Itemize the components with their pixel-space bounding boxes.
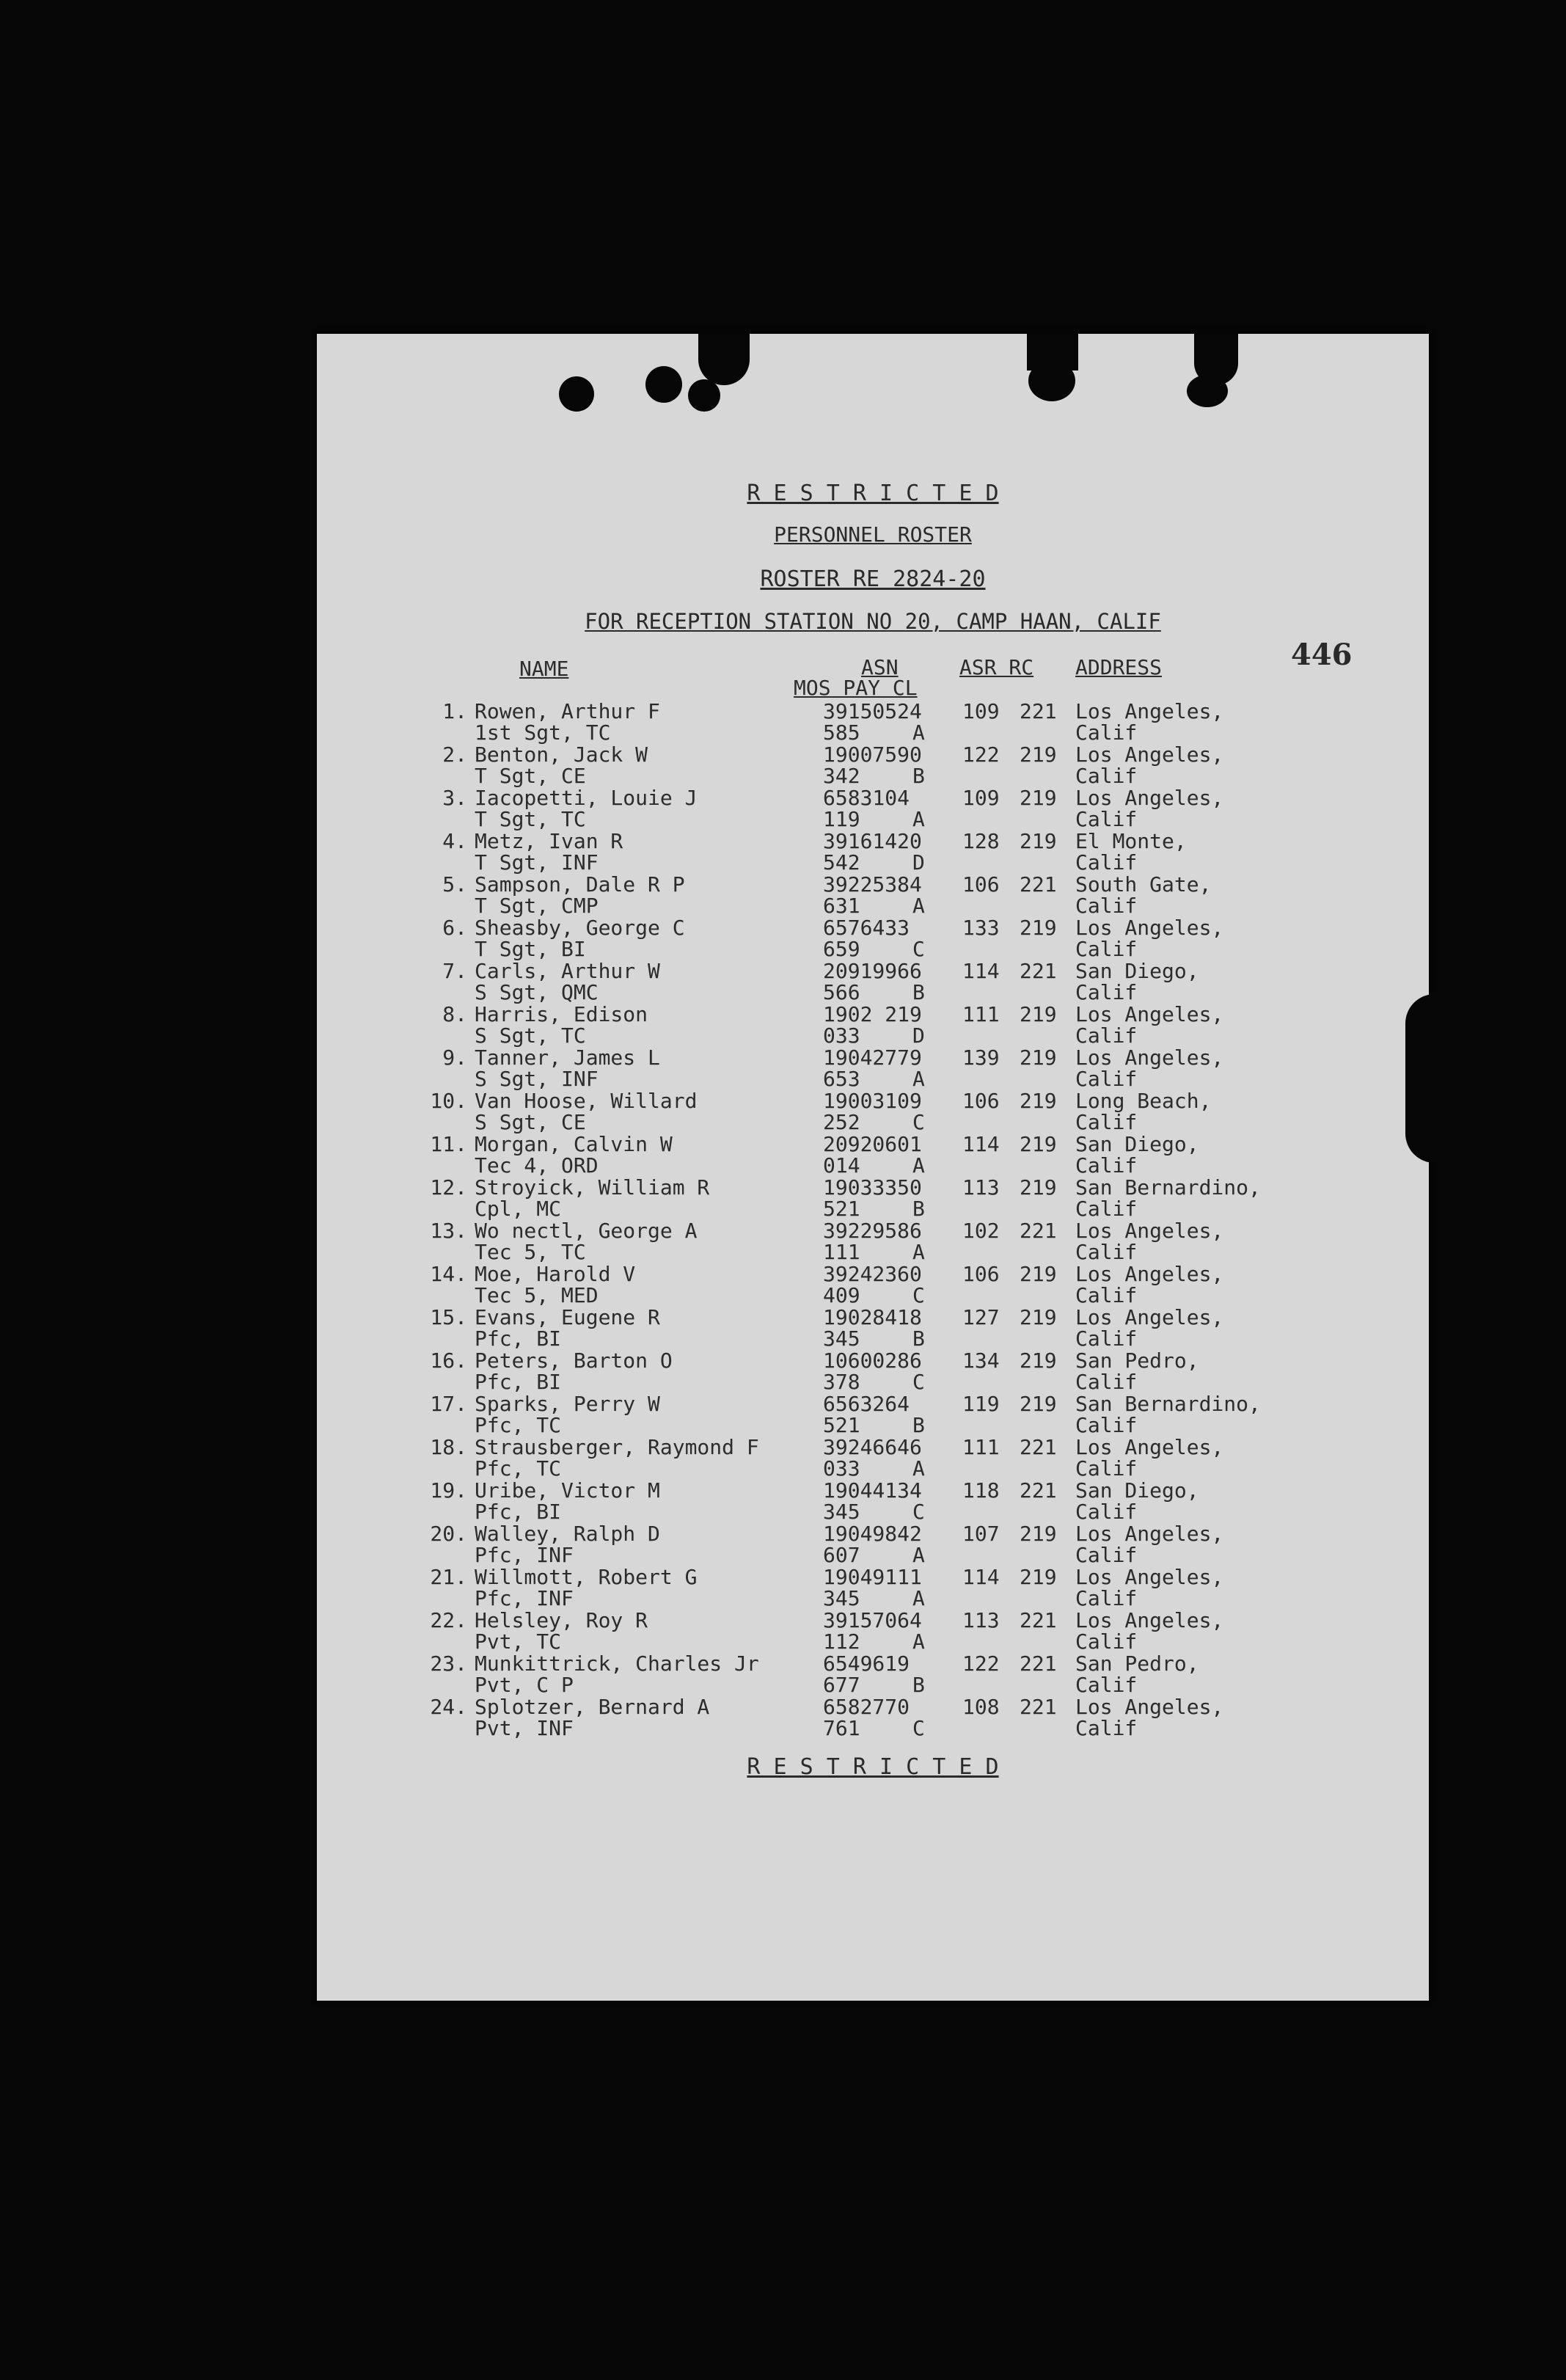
entry-pay-class: A xyxy=(912,1586,925,1610)
entry-grade: Pfc, BI xyxy=(475,1500,562,1524)
entry-rc: 221 xyxy=(1020,959,1057,983)
entry-number: 10. xyxy=(430,1089,467,1113)
torn-edge xyxy=(1194,334,1238,385)
entry-mos: 409 xyxy=(823,1283,860,1307)
entry-number: 22. xyxy=(430,1608,467,1632)
entry-address: Los Angeles, xyxy=(1075,1435,1224,1459)
entry-name: Peters, Barton O xyxy=(475,1348,673,1373)
entry-asr: 128 xyxy=(962,829,1000,853)
entry-rc: 219 xyxy=(1020,1132,1057,1156)
classification-top: R E S T R I C T E D xyxy=(747,481,999,506)
entry-name: Munkittrick, Charles Jr xyxy=(475,1651,759,1676)
entry-address: San Diego, xyxy=(1075,959,1199,983)
entry-asr: 114 xyxy=(962,959,1000,983)
entry-asn: 39229586 xyxy=(823,1219,922,1243)
entry-name: Splotzer, Bernard A xyxy=(475,1695,710,1719)
entry-number: 9. xyxy=(442,1045,467,1070)
entry-pay-class: B xyxy=(912,980,925,1004)
entry-asr: 102 xyxy=(962,1219,1000,1243)
entry-name: Tanner, James L xyxy=(475,1045,660,1070)
punch-hole xyxy=(559,376,594,412)
entry-asn: 39161420 xyxy=(823,829,922,853)
entry-mos: 585 xyxy=(823,720,860,745)
entry-grade: T Sgt, CE xyxy=(475,764,586,788)
entry-number: 18. xyxy=(430,1435,467,1459)
entry-rc: 219 xyxy=(1020,1305,1057,1329)
entry-address-state: Calif xyxy=(1075,1153,1138,1178)
entry-rc: 219 xyxy=(1020,1262,1057,1286)
entry-number: 19. xyxy=(430,1478,467,1503)
entry-mos: 542 xyxy=(823,850,860,875)
document-title: PERSONNEL ROSTER xyxy=(774,522,972,547)
entry-mos: 521 xyxy=(823,1413,860,1437)
entry-number: 5. xyxy=(442,872,467,897)
entry-mos: 631 xyxy=(823,894,860,918)
entry-name: Sparks, Perry W xyxy=(475,1392,660,1416)
entry-asr: 133 xyxy=(962,916,1000,940)
entry-grade: Pfc, TC xyxy=(475,1456,562,1481)
entry-asn: 10600286 xyxy=(823,1348,922,1373)
entry-grade: Pfc, TC xyxy=(475,1413,562,1437)
entry-mos: 761 xyxy=(823,1716,860,1740)
entry-address-state: Calif xyxy=(1075,1673,1138,1697)
entry-grade: Pvt, C P xyxy=(475,1673,574,1697)
entry-address-state: Calif xyxy=(1075,1716,1138,1740)
entry-address: San Diego, xyxy=(1075,1132,1199,1156)
entry-address: Los Angeles, xyxy=(1075,1522,1224,1546)
entry-pay-class: D xyxy=(912,850,925,875)
entry-asr: 108 xyxy=(962,1695,1000,1719)
entry-number: 21. xyxy=(430,1565,467,1589)
entry-asn: 6576433 xyxy=(823,916,910,940)
entry-pay-class: A xyxy=(912,1067,925,1091)
entry-address: Long Beach, xyxy=(1075,1089,1212,1113)
entry-grade: Tec 5, MED xyxy=(475,1283,599,1307)
entry-number: 15. xyxy=(430,1305,467,1329)
entry-rc: 219 xyxy=(1020,1175,1057,1200)
entry-name: Helsley, Roy R xyxy=(475,1608,648,1632)
entry-pay-class: A xyxy=(912,1240,925,1264)
entry-address-state: Calif xyxy=(1075,894,1138,918)
entry-grade: Pvt, TC xyxy=(475,1629,562,1654)
entry-number: 20. xyxy=(430,1522,467,1546)
entry-name: Benton, Jack W xyxy=(475,742,648,767)
page-number: 446 xyxy=(1291,638,1353,672)
entry-pay-class: C xyxy=(912,1500,925,1524)
entry-asr: 109 xyxy=(962,699,1000,723)
entry-rc: 219 xyxy=(1020,916,1057,940)
entry-pay-class: A xyxy=(912,807,925,831)
entry-asn: 20919966 xyxy=(823,959,922,983)
punch-hole xyxy=(688,379,720,412)
entry-address: Los Angeles, xyxy=(1075,699,1224,723)
entry-mos: 345 xyxy=(823,1500,860,1524)
entry-grade: S Sgt, INF xyxy=(475,1067,599,1091)
entry-mos: 033 xyxy=(823,1023,860,1048)
entry-number: 24. xyxy=(430,1695,467,1719)
entry-address: El Monte, xyxy=(1075,829,1187,853)
entry-grade: 1st Sgt, TC xyxy=(475,720,611,745)
entry-address-state: Calif xyxy=(1075,1543,1138,1567)
entry-asn: 39157064 xyxy=(823,1608,922,1632)
entry-rc: 221 xyxy=(1020,1608,1057,1632)
entry-number: 16. xyxy=(430,1348,467,1373)
entry-address-state: Calif xyxy=(1075,1240,1138,1264)
entry-number: 4. xyxy=(442,829,467,853)
entry-number: 14. xyxy=(430,1262,467,1286)
entry-rc: 219 xyxy=(1020,786,1057,810)
col-header-address: ADDRESS xyxy=(1075,655,1163,679)
entry-address: San Bernardino, xyxy=(1075,1175,1261,1200)
entry-pay-class: B xyxy=(912,1673,925,1697)
roster-page xyxy=(317,334,1429,2001)
entry-mos: 607 xyxy=(823,1543,860,1567)
entry-mos: 119 xyxy=(823,807,860,831)
entry-asn: 39242360 xyxy=(823,1262,922,1286)
entry-asn: 19028418 xyxy=(823,1305,922,1329)
entry-pay-class: B xyxy=(912,764,925,788)
entry-asr: 106 xyxy=(962,1089,1000,1113)
entry-address-state: Calif xyxy=(1075,1500,1138,1524)
entry-name: Uribe, Victor M xyxy=(475,1478,660,1503)
entry-address: Los Angeles, xyxy=(1075,742,1224,767)
entry-number: 8. xyxy=(442,1002,467,1026)
entry-mos: 521 xyxy=(823,1197,860,1221)
entry-rc: 219 xyxy=(1020,742,1057,767)
entry-pay-class: C xyxy=(912,1716,925,1740)
entry-asr: 122 xyxy=(962,742,1000,767)
entry-asn: 19049111 xyxy=(823,1565,922,1589)
entry-rc: 221 xyxy=(1020,1651,1057,1676)
entry-asr: 114 xyxy=(962,1565,1000,1589)
entry-address: Los Angeles, xyxy=(1075,916,1224,940)
entry-asr: 114 xyxy=(962,1132,1000,1156)
classification-bottom: R E S T R I C T E D xyxy=(747,1754,999,1780)
entry-name: Rowen, Arthur F xyxy=(475,699,660,723)
entry-number: 13. xyxy=(430,1219,467,1243)
entry-address-state: Calif xyxy=(1075,980,1138,1004)
entry-rc: 219 xyxy=(1020,1522,1057,1546)
entry-pay-class: A xyxy=(912,720,925,745)
entry-grade: T Sgt, INF xyxy=(475,850,599,875)
entry-grade: Pvt, INF xyxy=(475,1716,574,1740)
entry-address: Los Angeles, xyxy=(1075,1219,1224,1243)
entry-asn: 6563264 xyxy=(823,1392,910,1416)
entry-asn: 39246646 xyxy=(823,1435,922,1459)
entry-rc: 219 xyxy=(1020,1348,1057,1373)
entry-rc: 221 xyxy=(1020,1478,1057,1503)
entry-pay-class: C xyxy=(912,1370,925,1394)
entry-number: 1. xyxy=(442,699,467,723)
entry-address-state: Calif xyxy=(1075,1629,1138,1654)
entry-grade: T Sgt, CMP xyxy=(475,894,599,918)
entry-address-state: Calif xyxy=(1075,1456,1138,1481)
torn-edge xyxy=(1027,334,1078,370)
entry-number: 7. xyxy=(442,959,467,983)
entry-mos: 014 xyxy=(823,1153,860,1178)
entry-address-state: Calif xyxy=(1075,807,1138,831)
entry-grade: S Sgt, QMC xyxy=(475,980,599,1004)
entry-address-state: Calif xyxy=(1075,1326,1138,1351)
entry-address-state: Calif xyxy=(1075,850,1138,875)
entry-asn: 19003109 xyxy=(823,1089,922,1113)
entry-asr: 113 xyxy=(962,1608,1000,1632)
entry-rc: 221 xyxy=(1020,1695,1057,1719)
entry-address-state: Calif xyxy=(1075,1197,1138,1221)
entry-address-state: Calif xyxy=(1075,1110,1138,1134)
entry-asr: 118 xyxy=(962,1478,1000,1503)
entry-asr: 134 xyxy=(962,1348,1000,1373)
entry-rc: 219 xyxy=(1020,1392,1057,1416)
entry-address-state: Calif xyxy=(1075,764,1138,788)
entry-asr: 107 xyxy=(962,1522,1000,1546)
entry-asn: 19007590 xyxy=(823,742,922,767)
entry-number: 23. xyxy=(430,1651,467,1676)
entry-grade: T Sgt, TC xyxy=(475,807,586,831)
col-header-name: NAME xyxy=(519,657,569,681)
entry-pay-class: A xyxy=(912,1629,925,1654)
entry-pay-class: A xyxy=(912,1456,925,1481)
entry-grade: T Sgt, BI xyxy=(475,937,586,961)
entry-asr: 111 xyxy=(962,1002,1000,1026)
entry-name: Strausberger, Raymond F xyxy=(475,1435,759,1459)
entry-name: Wo nectl, George A xyxy=(475,1219,698,1243)
entry-mos: 659 xyxy=(823,937,860,961)
entry-pay-class: A xyxy=(912,1543,925,1567)
entry-asr: 119 xyxy=(962,1392,1000,1416)
entry-number: 17. xyxy=(430,1392,467,1416)
entry-pay-class: C xyxy=(912,1283,925,1307)
torn-edge xyxy=(1405,994,1435,1163)
entry-grade: Tec 4, ORD xyxy=(475,1153,599,1178)
entry-name: Harris, Edison xyxy=(475,1002,648,1026)
entry-rc: 221 xyxy=(1020,872,1057,897)
entry-address: Los Angeles, xyxy=(1075,786,1224,810)
entry-name: Walley, Ralph D xyxy=(475,1522,660,1546)
entry-asr: 111 xyxy=(962,1435,1000,1459)
entry-mos: 252 xyxy=(823,1110,860,1134)
entry-pay-class: D xyxy=(912,1023,925,1048)
entry-name: Van Hoose, Willard xyxy=(475,1089,698,1113)
entry-number: 11. xyxy=(430,1132,467,1156)
entry-rc: 219 xyxy=(1020,1045,1057,1070)
entry-pay-class: B xyxy=(912,1197,925,1221)
entry-asr: 122 xyxy=(962,1651,1000,1676)
entry-asn: 6582770 xyxy=(823,1695,910,1719)
entry-rc: 221 xyxy=(1020,699,1057,723)
col-header-mos-pay-cl: MOS PAY CL xyxy=(794,676,918,700)
entry-address: Los Angeles, xyxy=(1075,1608,1224,1632)
entry-address: South Gate, xyxy=(1075,872,1212,897)
entry-pay-class: A xyxy=(912,1153,925,1178)
entry-name: Evans, Eugene R xyxy=(475,1305,660,1329)
col-header-asn: ASN xyxy=(861,655,899,679)
entry-name: Carls, Arthur W xyxy=(475,959,660,983)
entry-rc: 219 xyxy=(1020,1089,1057,1113)
entry-grade: Pfc, INF xyxy=(475,1586,574,1610)
entry-address: San Diego, xyxy=(1075,1478,1199,1503)
entry-asn: 19044134 xyxy=(823,1478,922,1503)
entry-pay-class: C xyxy=(912,937,925,961)
entry-asn: 39225384 xyxy=(823,872,922,897)
entry-mos: 342 xyxy=(823,764,860,788)
entry-name: Moe, Harold V xyxy=(475,1262,636,1286)
entry-name: Iacopetti, Louie J xyxy=(475,786,698,810)
entry-address-state: Calif xyxy=(1075,1413,1138,1437)
entry-rc: 219 xyxy=(1020,1002,1057,1026)
entry-asn: 19042779 xyxy=(823,1045,922,1070)
entry-address-state: Calif xyxy=(1075,1023,1138,1048)
entry-asr: 127 xyxy=(962,1305,1000,1329)
entry-asn: 20920601 xyxy=(823,1132,922,1156)
entry-address: Los Angeles, xyxy=(1075,1565,1224,1589)
entry-address-state: Calif xyxy=(1075,1586,1138,1610)
entry-mos: 345 xyxy=(823,1326,860,1351)
entry-asn: 6583104 xyxy=(823,786,910,810)
entry-rc: 219 xyxy=(1020,829,1057,853)
entry-name: Sheasby, George C xyxy=(475,916,685,940)
entry-pay-class: A xyxy=(912,894,925,918)
entry-asr: 139 xyxy=(962,1045,1000,1070)
entry-number: 6. xyxy=(442,916,467,940)
entry-address: Los Angeles, xyxy=(1075,1695,1224,1719)
entry-address: Los Angeles, xyxy=(1075,1045,1224,1070)
entry-grade: Pfc, BI xyxy=(475,1370,562,1394)
entry-name: Willmott, Robert G xyxy=(475,1565,698,1589)
entry-rc: 221 xyxy=(1020,1219,1057,1243)
entry-mos: 033 xyxy=(823,1456,860,1481)
entry-asn: 19049842 xyxy=(823,1522,922,1546)
entry-grade: Pfc, INF xyxy=(475,1543,574,1567)
entry-rc: 221 xyxy=(1020,1435,1057,1459)
entry-address: Los Angeles, xyxy=(1075,1002,1224,1026)
punch-hole xyxy=(645,366,682,403)
entry-asn: 39150524 xyxy=(823,699,922,723)
entry-asr: 106 xyxy=(962,872,1000,897)
entry-name: Metz, Ivan R xyxy=(475,829,623,853)
entry-number: 3. xyxy=(442,786,467,810)
entry-address: San Bernardino, xyxy=(1075,1392,1261,1416)
entry-grade: Tec 5, TC xyxy=(475,1240,586,1264)
entry-rc: 219 xyxy=(1020,1565,1057,1589)
entry-grade: S Sgt, CE xyxy=(475,1110,586,1134)
entry-mos: 677 xyxy=(823,1673,860,1697)
entry-mos: 112 xyxy=(823,1629,860,1654)
col-header-asr-rc: ASR RC xyxy=(959,655,1034,679)
entry-grade: S Sgt, TC xyxy=(475,1023,586,1048)
entry-number: 2. xyxy=(442,742,467,767)
entry-asr: 106 xyxy=(962,1262,1000,1286)
entry-name: Morgan, Calvin W xyxy=(475,1132,673,1156)
entry-number: 12. xyxy=(430,1175,467,1200)
entry-asr: 113 xyxy=(962,1175,1000,1200)
entry-address: Los Angeles, xyxy=(1075,1262,1224,1286)
entry-address-state: Calif xyxy=(1075,1067,1138,1091)
roster-number: ROSTER RE 2824-20 xyxy=(760,566,986,592)
entry-address: San Pedro, xyxy=(1075,1348,1199,1373)
entry-address: San Pedro, xyxy=(1075,1651,1199,1676)
entry-mos: 345 xyxy=(823,1586,860,1610)
entry-pay-class: B xyxy=(912,1326,925,1351)
entry-mos: 566 xyxy=(823,980,860,1004)
entry-asr: 109 xyxy=(962,786,1000,810)
entry-address-state: Calif xyxy=(1075,937,1138,961)
entry-mos: 653 xyxy=(823,1067,860,1091)
entry-address-state: Calif xyxy=(1075,1283,1138,1307)
entry-asn: 6549619 xyxy=(823,1651,910,1676)
entry-pay-class: C xyxy=(912,1110,925,1134)
entry-asn: 19033350 xyxy=(823,1175,922,1200)
entry-mos: 111 xyxy=(823,1240,860,1264)
entry-address: Los Angeles, xyxy=(1075,1305,1224,1329)
entry-address-state: Calif xyxy=(1075,720,1138,745)
entry-mos: 378 xyxy=(823,1370,860,1394)
document-subtitle: FOR RECEPTION STATION NO 20, CAMP HAAN, CALIF xyxy=(585,609,1161,634)
entry-grade: Cpl, MC xyxy=(475,1197,562,1221)
entry-pay-class: B xyxy=(912,1413,925,1437)
entry-name: Sampson, Dale R P xyxy=(475,872,685,897)
torn-edge xyxy=(698,334,750,385)
entry-address-state: Calif xyxy=(1075,1370,1138,1394)
entry-name: Stroyick, William R xyxy=(475,1175,710,1200)
entry-grade: Pfc, BI xyxy=(475,1326,562,1351)
entry-asn: 1902 219 xyxy=(823,1002,922,1026)
